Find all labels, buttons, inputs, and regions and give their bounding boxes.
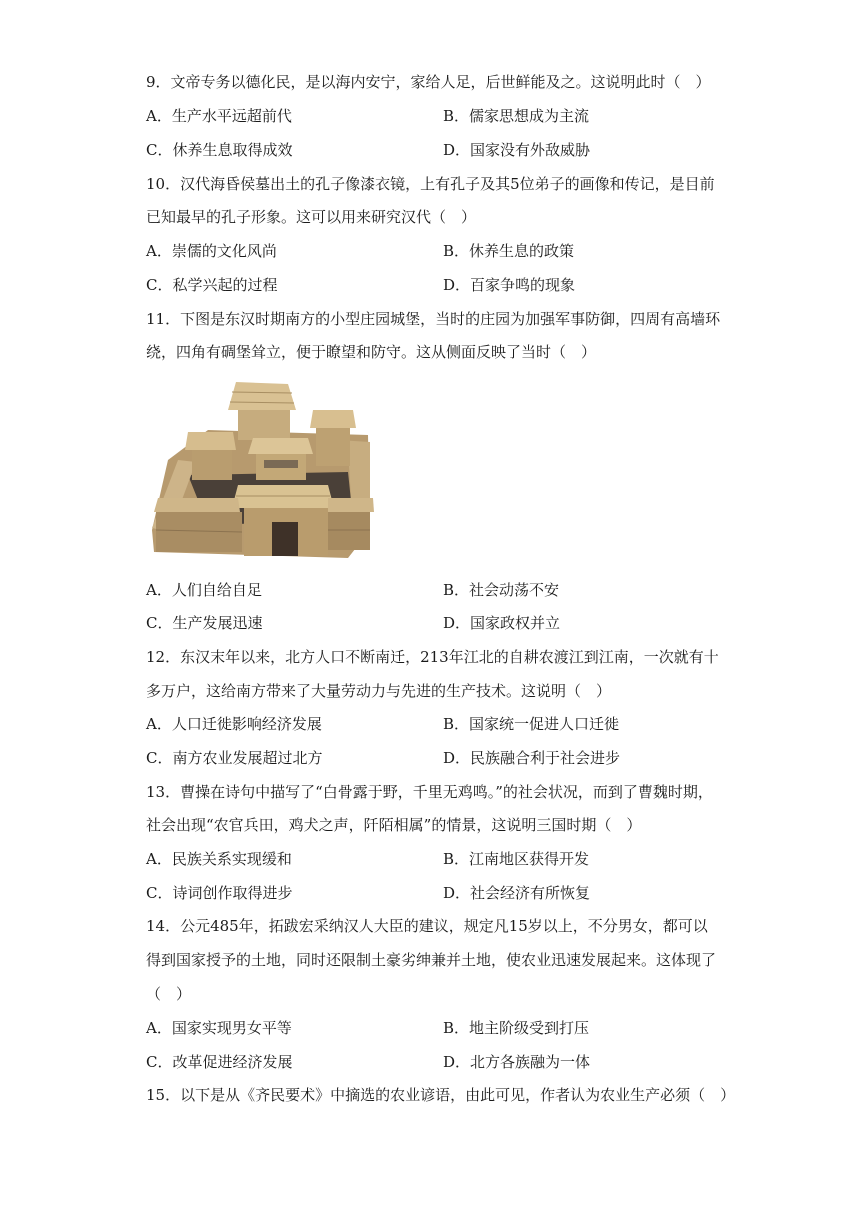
question-14-option-b[interactable]: B．地主阶级受到打压: [443, 1019, 590, 1037]
question-12-option-d[interactable]: D．民族融合利于社会进步: [443, 749, 621, 767]
question-9-option-b[interactable]: B．儒家思想成为主流: [443, 107, 590, 125]
question-10-option-a[interactable]: A．崇儒的文化风尚: [146, 242, 277, 260]
question-14-option-c[interactable]: C．改革促进经济发展: [146, 1053, 293, 1071]
question-12-option-b[interactable]: B．国家统一促进人口迁徙: [443, 715, 620, 733]
question-11-option-c[interactable]: C．生产发展迅速: [146, 614, 263, 632]
question-12-stem-line-2: 多万户，这给南方带来了大量劳动力与先进的生产技术。这说明（ ）: [146, 682, 612, 700]
question-11-option-b[interactable]: B．社会动荡不安: [443, 581, 560, 599]
question-14-option-a[interactable]: A．国家实现男女平等: [146, 1019, 292, 1037]
question-12-option-a[interactable]: A．人口迁徙影响经济发展: [146, 715, 322, 733]
question-13-option-a[interactable]: A．民族关系实现缓和: [146, 850, 292, 868]
question-11-stem-line-1: 11．下图是东汉时期南方的小型庄园城堡，当时的庄园为加强军事防御，四周有高墙环: [146, 310, 721, 328]
question-15-stem: 15．以下是从《齐民要术》中摘选的农业谚语，由此可见，作者认为农业生产必须（ ）: [146, 1086, 736, 1104]
question-13-stem-line-2: 社会出现“农官兵田，鸡犬之声，阡陌相属”的情景，这说明三国时期（ ）: [146, 816, 642, 834]
question-11-stem-line-2: 绕，四角有碉堡耸立，便于瞭望和防守。这从侧面反映了当时（ ）: [146, 343, 597, 361]
question-10-option-d[interactable]: D．百家争鸣的现象: [443, 276, 576, 294]
question-12-option-c[interactable]: C．南方农业发展超过北方: [146, 749, 323, 767]
question-13-option-c[interactable]: C．诗词创作取得进步: [146, 884, 293, 902]
question-9-stem: 9．文帝专务以德化民，是以海内安宁，家给人足，后世鲜能及之。这说明此时（ ）: [146, 73, 711, 91]
question-10-stem-line-1: 10．汉代海昏侯墓出土的孔子像漆衣镜，上有孔子及其5位弟子的画像和传记，是目前: [146, 175, 715, 193]
question-9-option-c[interactable]: C．休养生息取得成效: [146, 141, 293, 159]
question-13-option-d[interactable]: D．社会经济有所恢复: [443, 884, 591, 902]
question-10-option-b[interactable]: B．休养生息的政策: [443, 242, 575, 260]
question-12-stem-line-1: 12．东汉末年以来，北方人口不断南迁，213年江北的自耕农渡江到江南，一次就有十: [146, 648, 719, 666]
question-14-stem-line-3: （ ）: [146, 985, 192, 1003]
question-10-stem-line-2: 已知最早的孔子形象。这可以用来研究汉代（ ）: [146, 208, 477, 226]
question-13-option-b[interactable]: B．江南地区获得开发: [443, 850, 590, 868]
question-14-option-d[interactable]: D．北方各族融为一体: [443, 1053, 591, 1071]
question-9-option-a[interactable]: A．生产水平远超前代: [146, 107, 292, 125]
question-9-option-d[interactable]: D．国家没有外敌威胁: [443, 141, 591, 159]
question-14-stem-line-1: 14．公元485年，拓跋宏采纳汉人大臣的建议，规定凡15岁以上，不分男女，都可以: [146, 917, 708, 935]
question-11-option-d[interactable]: D．国家政权并立: [443, 614, 561, 632]
question-14-stem-line-2: 得到国家授予的土地，同时还限制土豪劣绅兼并土地，使农业迅速发展起来。这体现了: [146, 951, 717, 969]
question-13-stem-line-1: 13．曹操在诗句中描写了“白骨露于野，千里无鸡鸣。”的社会状况，而到了曹魏时期，: [146, 783, 713, 801]
question-10-option-c[interactable]: C．私学兴起的过程: [146, 276, 278, 294]
manor-castle-image: [148, 380, 378, 562]
question-11-option-a[interactable]: A．人们自给自足: [146, 581, 262, 599]
